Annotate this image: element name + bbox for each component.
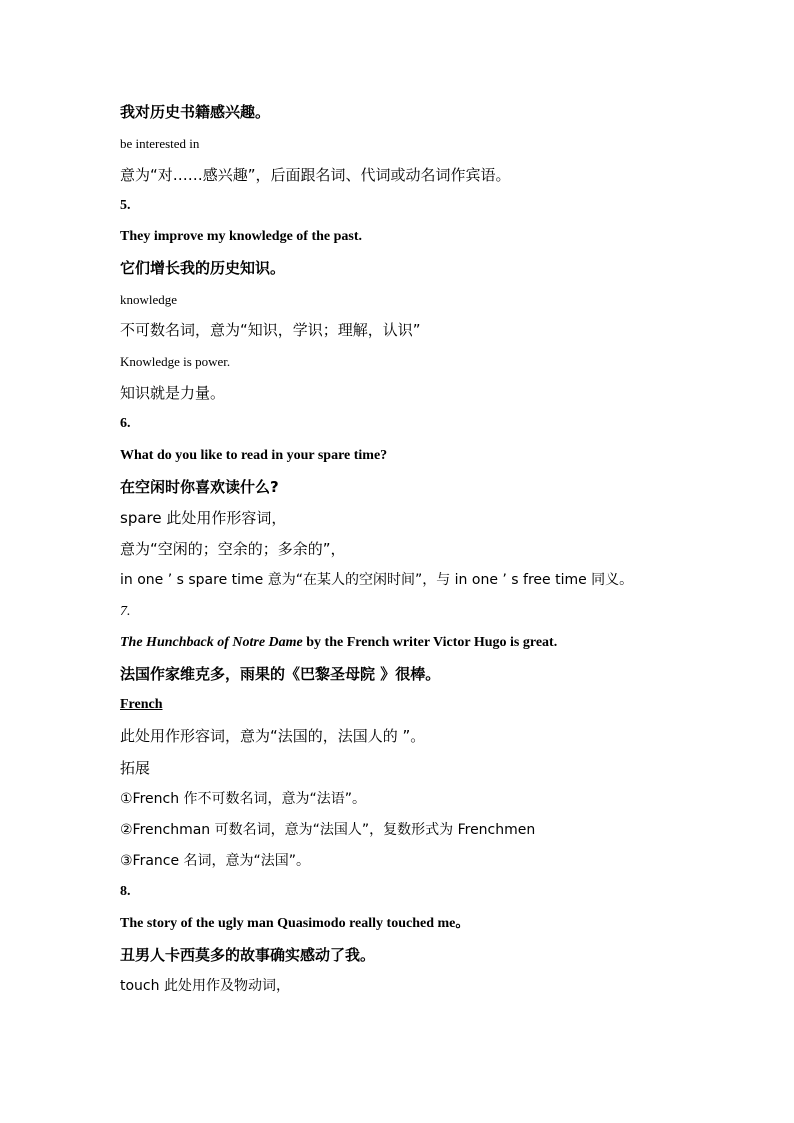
sentence-translation: 它们增长我的历史知识。 xyxy=(120,259,286,277)
example-sentence: Knowledge is power. xyxy=(120,354,231,369)
item-number: 7. xyxy=(120,604,131,619)
item-number: 5. xyxy=(120,198,131,213)
explanation-text: in one ’ s spare time 意为“在某人的空闲时间”，与 in one ’ s free time 同义。 xyxy=(120,572,634,588)
sentence-english: What do you like to read in your spare time? xyxy=(120,448,388,463)
sentence-translation: 在空闲时你喜欢读什么? xyxy=(120,478,279,496)
sentence-translation: 法国作家维克多，雨果的《巴黎圣母院 》很棒。 xyxy=(120,665,441,683)
item-number: 8. xyxy=(120,884,131,899)
explanation-text: touch 此处用作及物动词， xyxy=(120,978,290,994)
example-translation: 知识就是力量。 xyxy=(120,384,226,402)
explanation-text: 意为“对……感兴趣”，后面跟名词、代词或动名词作宾语。 xyxy=(120,166,511,184)
phrase-term: knowledge xyxy=(120,292,178,307)
sentence-english: The story of the ugly man Quasimodo really touched me。 xyxy=(120,916,470,931)
book-title: The Hunchback of Notre Dame xyxy=(120,635,303,650)
extension-heading: 拓展 xyxy=(120,759,151,777)
explanation-text: spare 此处用作形容词， xyxy=(120,509,287,527)
explanation-text: 意为“空闲的；空余的；多余的”， xyxy=(120,540,346,558)
sentence-english: They improve my knowledge of the past. xyxy=(120,229,363,244)
phrase-term: French xyxy=(120,697,163,712)
sentence-translation: 我对历史书籍感兴趣。 xyxy=(120,103,271,121)
item-number: 6. xyxy=(120,416,131,431)
extension-item: ③France 名词，意为“法国”。 xyxy=(120,853,311,869)
explanation-text: 不可数名词，意为“知识，学识；理解，认识” xyxy=(120,321,421,339)
extension-item: ①French 作不可数名词，意为“法语”。 xyxy=(120,791,367,807)
sentence-rest: by the French writer Victor Hugo is great. xyxy=(302,635,558,650)
explanation-text: 此处用作形容词，意为“法国的，法国人的 ”。 xyxy=(120,727,426,745)
phrase-term: be interested in xyxy=(120,136,200,151)
sentence-translation: 丑男人卡西莫多的故事确实感动了我。 xyxy=(120,946,376,964)
sentence-english xyxy=(120,633,557,653)
extension-item: ②Frenchman 可数名词，意为“法国人”，复数形式为 Frenchmen xyxy=(120,822,536,838)
